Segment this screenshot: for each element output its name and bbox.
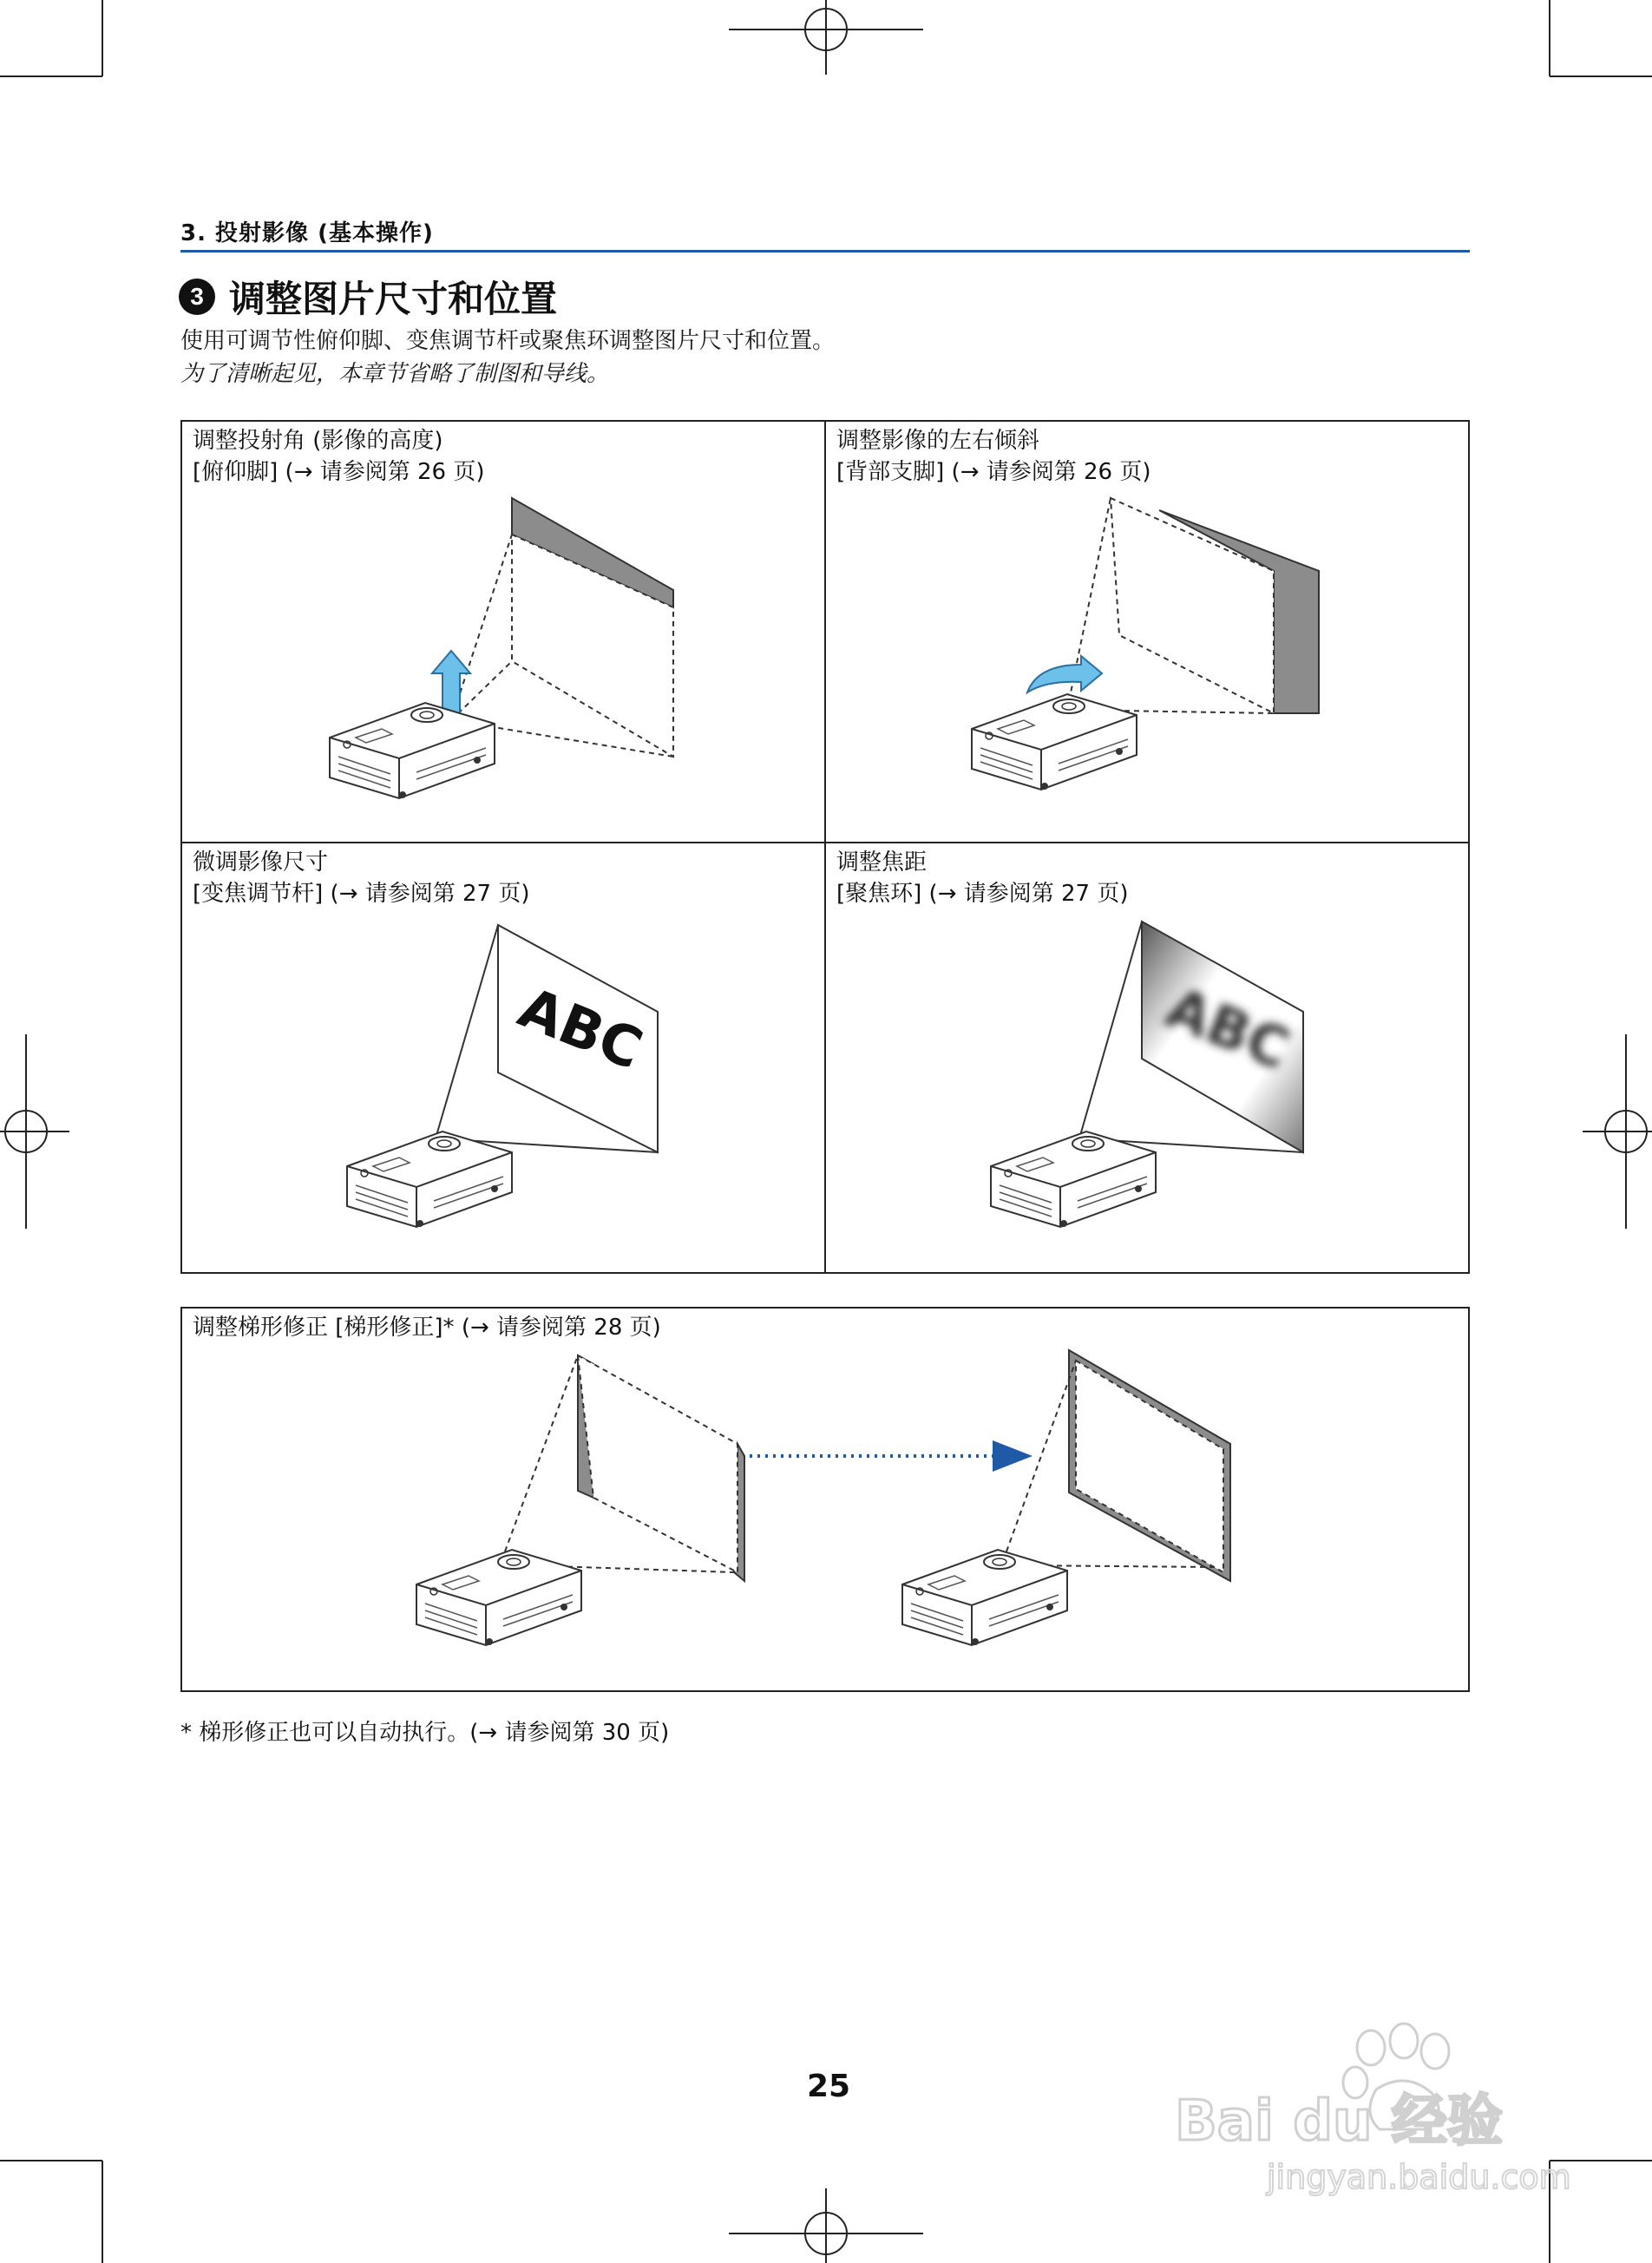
intro-note: 为了清晰起见，本章节省略了制图和导线。	[180, 361, 610, 387]
footnote: * 梯形修正也可以自动执行。(→ 请参阅第 30 页)	[180, 1720, 670, 1746]
cell-ref: [聚焦环] (→ 请参阅第 27 页)	[836, 881, 1129, 907]
cell-title: 调整影像的左右倾斜	[836, 428, 1040, 454]
projector-icon	[347, 1132, 512, 1227]
arrow-curved-icon	[1027, 656, 1102, 692]
screen-text-blurred: ABC	[1157, 975, 1299, 1083]
cell-ref: [俯仰脚] (→ 请参阅第 26 页)	[193, 459, 485, 485]
projector-icon	[991, 1132, 1156, 1227]
trapezoid-screen	[578, 1355, 738, 1572]
page-heading	[179, 271, 557, 323]
baidu-watermark	[1171, 2010, 1571, 2196]
projector-icon	[330, 703, 495, 798]
cell-title: 微调影像尺寸	[193, 849, 329, 876]
tilt-illustration	[954, 486, 1336, 833]
projector-icon	[902, 1550, 1067, 1645]
cell-title: 调整焦距	[836, 849, 928, 876]
page-title: 调整图片尺寸和位置	[229, 278, 558, 320]
cell-focus-caption	[836, 847, 1129, 909]
grid-divider-horizontal	[180, 842, 1470, 843]
cell-ref: [背部支脚] (→ 请参阅第 26 页)	[836, 459, 1151, 485]
cell-title: 调整投射角 (影像的高度)	[193, 428, 443, 454]
focus-illustration	[986, 911, 1333, 1267]
cell-angle-caption	[193, 425, 485, 488]
zoom-illustration	[338, 911, 685, 1267]
intro-line: 使用可调节性俯仰脚、变焦调节杆或聚焦环调整图片尺寸和位置。	[180, 328, 836, 354]
cell-zoom-caption	[193, 847, 530, 909]
keystone-illustration	[399, 1345, 1249, 1692]
corrected-screen	[1076, 1361, 1223, 1572]
arrow-right-icon	[993, 1440, 1032, 1472]
screen-text: ABC	[509, 975, 652, 1083]
keystone-title: 调整梯形修正 [梯形修正]* (→ 请参阅第 28 页)	[193, 1315, 661, 1341]
page-number: 25	[807, 2069, 851, 2104]
step-number-badge: 3	[179, 279, 215, 315]
intro-text	[180, 325, 835, 390]
section-header: 3. 投射影像 (基本操作)	[180, 220, 434, 246]
projector-icon	[416, 1550, 581, 1645]
cell-ref: [变焦调节杆] (→ 请参阅第 27 页)	[193, 881, 530, 907]
watermark-url: jingyan.baidu.com	[1267, 2158, 1571, 2196]
projected-screen	[1111, 498, 1274, 713]
angle-illustration	[321, 486, 685, 833]
section-divider	[180, 250, 1470, 253]
watermark-brand: Bai du 经验	[1175, 2089, 1503, 2154]
cell-tilt-caption	[836, 425, 1151, 488]
projector-icon	[972, 694, 1137, 790]
grid-divider-vertical	[824, 420, 826, 1274]
